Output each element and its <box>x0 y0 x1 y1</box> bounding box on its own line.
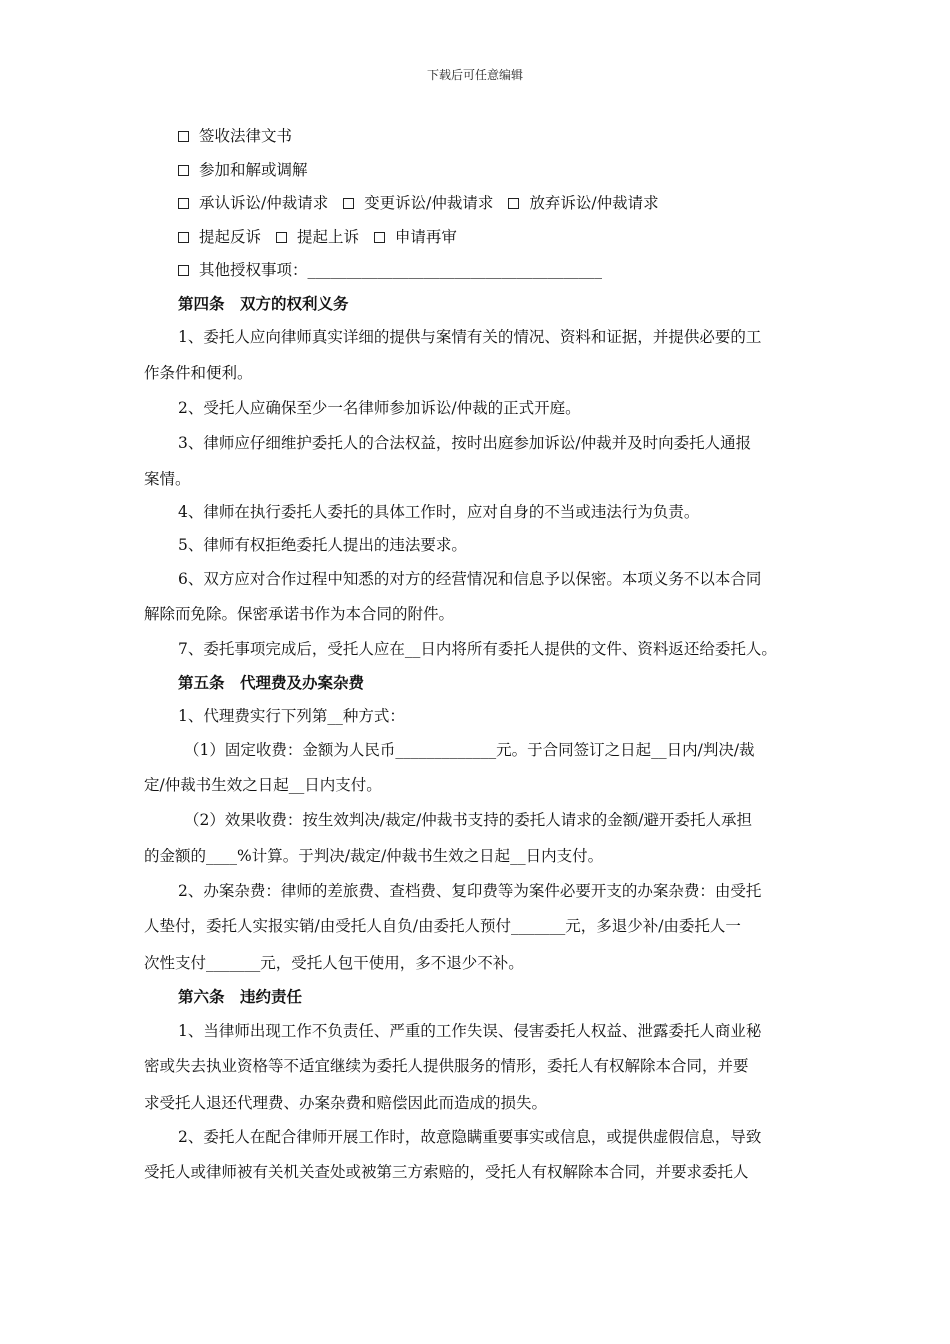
checkbox-option[interactable]: 其他授权事项：______________________________________ <box>178 260 602 280</box>
checkbox-option[interactable]: 参加和解或调解 <box>178 160 308 180</box>
paragraph-line: 2、受托人应确保至少一名律师参加诉讼/仲裁的正式开庭。 <box>178 399 581 417</box>
checkbox-option[interactable]: 签收法律文书 <box>178 126 292 146</box>
paragraph-line: （1）固定收费：金额为人民币_____________元。于合同签订之日起__日内/判决/裁 <box>184 741 755 759</box>
paragraph-line: 7、委托事项完成后，受托人应在__日内将所有委托人提供的文件、资料返还给委托人。 <box>178 640 777 658</box>
article4-heading: 第四条 双方的权利义务 <box>178 294 349 313</box>
paragraph-line: （2）效果收费：按生效判决/裁定/仲裁书支持的委托人请求的金额/避开委托人承担 <box>184 811 753 829</box>
checkbox-option[interactable]: 提起上诉 <box>276 227 359 247</box>
paragraph-line: 受托人或律师被有关机关查处或被第三方索赔的，受托人有权解除本合同，并要求委托人 <box>144 1163 749 1181</box>
checkbox-line <box>178 160 308 181</box>
paragraph-line: 2、委托人在配合律师开展工作时，故意隐瞒重要事实或信息，或提供虚假信息，导致 <box>178 1128 762 1146</box>
checkbox-icon[interactable] <box>178 265 189 276</box>
paragraph-line: 定/仲裁书生效之日起__日内支付。 <box>144 776 382 794</box>
paragraph-line: 1、当律师出现工作不负责任、严重的工作失误、侵害委托人权益、泄露委托人商业秘 <box>178 1022 762 1040</box>
paragraph-line: 次性支付_______元，受托人包干使用，多不退少不补。 <box>144 954 524 972</box>
checkbox-line <box>178 260 602 281</box>
checkbox-icon[interactable] <box>374 232 385 243</box>
checkbox-option[interactable]: 提起反诉 <box>178 227 261 247</box>
paragraph-line: 解除而免除。保密承诺书作为本合同的附件。 <box>144 605 455 623</box>
page-header: 下载后可任意编辑 <box>426 68 523 82</box>
paragraph-line: 1、代理费实行下列第__种方式： <box>178 707 405 725</box>
checkbox-option[interactable]: 申请再审 <box>374 227 457 247</box>
checkbox-line <box>178 126 292 147</box>
paragraph-line: 4、律师在执行委托人委托的具体工作时，应对自身的不当或违法行为负责。 <box>178 503 700 521</box>
checkbox-icon[interactable] <box>178 198 189 209</box>
paragraph-line: 人垫付，委托人实报实销/由受托人自负/由委托人预付_______元，多退少补/由委托人一 <box>144 917 741 935</box>
checkbox-option[interactable]: 承认诉讼/仲裁请求 <box>178 193 328 213</box>
paragraph-line: 案情。 <box>144 470 191 488</box>
paragraph-line: 6、双方应对合作过程中知悉的对方的经营情况和信息予以保密。本项义务不以本合同 <box>178 570 762 588</box>
paragraph-line: 作条件和便利。 <box>144 364 253 382</box>
paragraph-line: 1、委托人应向律师真实详细的提供与案情有关的情况、资料和证据，并提供必要的工 <box>178 328 762 346</box>
article6-heading: 第六条 违约责任 <box>178 987 303 1006</box>
checkbox-icon[interactable] <box>178 165 189 176</box>
checkbox-icon[interactable] <box>508 198 519 209</box>
paragraph-line: 2、办案杂费：律师的差旅费、查档费、复印费等为案件必要开支的办案杂费：由受托 <box>178 882 762 900</box>
checkbox-icon[interactable] <box>178 131 189 142</box>
paragraph-line: 的金额的____%计算。于判决/裁定/仲裁书生效之日起__日内支付。 <box>144 847 604 865</box>
paragraph-line: 求受托人退还代理费、办案杂费和赔偿因此而造成的损失。 <box>144 1094 548 1112</box>
checkbox-option[interactable]: 变更诉讼/仲裁请求 <box>343 193 493 213</box>
paragraph-line: 密或失去执业资格等不适宜继续为委托人提供服务的情形，委托人有权解除本合同，并要 <box>144 1057 749 1075</box>
checkbox-icon[interactable] <box>178 232 189 243</box>
paragraph-line: 5、律师有权拒绝委托人提出的违法要求。 <box>178 536 467 554</box>
checkbox-option[interactable]: 放弃诉讼/仲裁请求 <box>508 193 658 213</box>
checkbox-icon[interactable] <box>276 232 287 243</box>
checkbox-line <box>178 227 457 248</box>
checkbox-line <box>178 193 659 214</box>
article5-heading: 第五条 代理费及办案杂费 <box>178 673 365 692</box>
checkbox-icon[interactable] <box>343 198 354 209</box>
paragraph-line: 3、律师应仔细维护委托人的合法权益，按时出庭参加诉讼/仲裁并及时向委托人通报 <box>178 434 752 452</box>
